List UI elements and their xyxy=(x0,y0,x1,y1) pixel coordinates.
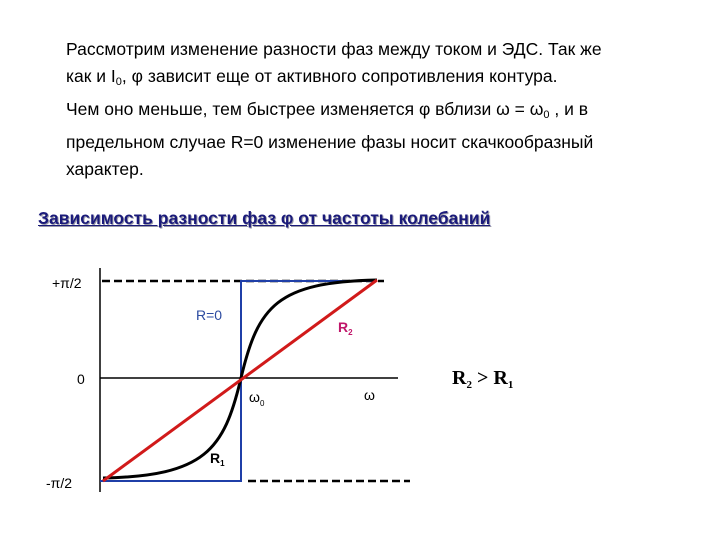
paragraph-line-2-start: как и I xyxy=(66,66,116,86)
r2-label-subscript: 2 xyxy=(348,328,353,337)
x-axis-label: ω xyxy=(364,387,375,403)
y-top-label: +π/2 xyxy=(52,275,82,291)
paragraph-line-3-start: Чем оно меньше, тем быстрее изменяется φ вблизи ω = ω xyxy=(66,99,544,119)
paragraph-line-3-subscript: 0 xyxy=(543,109,550,121)
paragraph-line-1: Рассмотрим изменение разности фаз между током и ЭДС. Так же xyxy=(66,39,602,59)
omega0-subscript: 0 xyxy=(259,399,265,408)
resistance-relation xyxy=(452,367,513,391)
omega0-main: ω xyxy=(249,389,260,405)
r1-label-main: R xyxy=(210,450,221,466)
y-bottom-label: -π/2 xyxy=(46,475,72,491)
relation-left-main: R xyxy=(452,367,467,389)
paragraph-line-5: характер. xyxy=(66,159,144,179)
paragraph-line-2-end: , φ зависит еще от активного сопротивления контура. xyxy=(121,66,558,86)
r0-label: R=0 xyxy=(196,307,223,323)
relation-operator: > xyxy=(471,367,494,389)
paragraph-line-4: предельном случае R=0 изменение фазы носит скачкообразный xyxy=(66,132,594,152)
relation-right-main: R xyxy=(493,367,508,389)
omega0-label xyxy=(249,389,265,408)
relation-left-subscript: 2 xyxy=(466,379,472,391)
paragraph-line-3-end: , и в xyxy=(549,99,589,119)
r1-label xyxy=(210,450,225,468)
r1-label-subscript: 1 xyxy=(220,459,225,468)
relation-right-subscript: 1 xyxy=(507,379,514,391)
r2-label xyxy=(338,319,353,337)
diagram-heading: Зависимость разности фаз φ от частоты колебаний xyxy=(38,208,491,228)
paragraph-line-2-subscript: 0 xyxy=(115,76,122,88)
r2-label-main: R xyxy=(338,319,349,335)
y-zero-label: 0 xyxy=(77,371,85,387)
